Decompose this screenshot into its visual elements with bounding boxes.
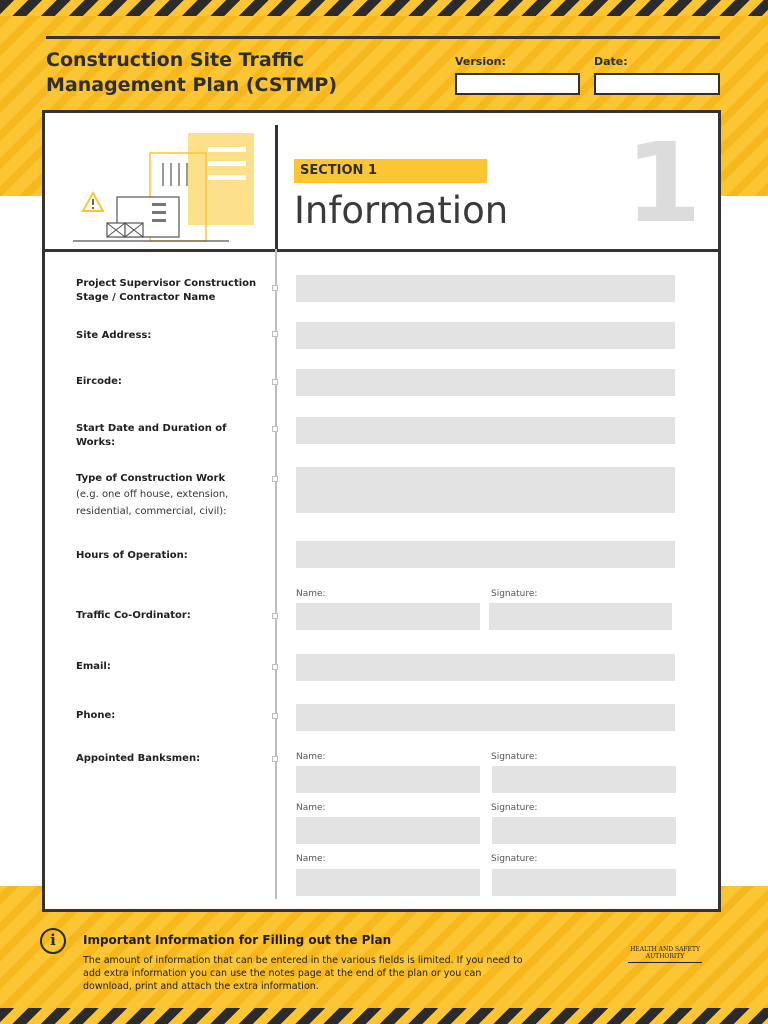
- timeline-line: [275, 249, 277, 899]
- timeline-node: [272, 756, 278, 762]
- header-divider: [275, 125, 278, 249]
- banksman-1-signature-field[interactable]: [492, 766, 676, 793]
- work-type-field[interactable]: [296, 467, 675, 513]
- traffic-name-field[interactable]: [296, 603, 480, 630]
- banksman-3-name-label: Name:: [296, 854, 326, 864]
- information-card: [42, 110, 721, 912]
- timeline-node: [272, 664, 278, 670]
- banksmen-label: Appointed Banksmen:: [76, 753, 201, 764]
- site-address-label: Site Address:: [76, 330, 152, 341]
- work-type-title: Type of Construction Work: [76, 473, 226, 484]
- timeline-node: [272, 285, 278, 291]
- logo-line-1: HEALTH AND SAFETY: [630, 946, 700, 953]
- email-label: Email:: [76, 661, 111, 672]
- section-number: 1: [625, 119, 702, 247]
- banksman-3-signature-label: Signature:: [491, 854, 538, 864]
- date-field[interactable]: [594, 73, 720, 95]
- traffic-coordinator-label: Traffic Co-Ordinator:: [76, 610, 191, 621]
- hsa-logo: [628, 946, 702, 963]
- work-type-label: [76, 472, 266, 520]
- work-type-hint: (e.g. one off house, extension, residential, commercial, civil):: [76, 489, 229, 517]
- banksman-2-name-label: Name:: [296, 803, 326, 813]
- banksman-1-signature-label: Signature:: [491, 752, 538, 762]
- hours-field[interactable]: [296, 541, 675, 568]
- start-date-field[interactable]: [296, 417, 675, 444]
- banksman-1-name-label: Name:: [296, 752, 326, 762]
- supervisor-label: Project Supervisor Construction Stage / Contractor Name: [76, 278, 257, 303]
- banksman-2-name-field[interactable]: [296, 817, 480, 844]
- version-label: Version:: [455, 55, 506, 68]
- title-line-1: Construction Site Traffic: [46, 49, 305, 71]
- section-title: Information: [294, 189, 509, 232]
- timeline-node: [272, 476, 278, 482]
- info-icon: i: [40, 928, 66, 954]
- start-date-label: Start Date and Duration of Works:: [76, 423, 227, 448]
- timeline-node: [272, 713, 278, 719]
- title-line-2: Management Plan (CSTMP): [46, 74, 338, 96]
- traffic-signature-label: Signature:: [491, 589, 538, 599]
- timeline-node: [272, 379, 278, 385]
- site-address-field[interactable]: [296, 322, 675, 349]
- traffic-signature-field[interactable]: [489, 603, 672, 630]
- phone-field[interactable]: [296, 704, 675, 731]
- email-field[interactable]: [296, 654, 675, 681]
- banksman-1-name-field[interactable]: [296, 766, 480, 793]
- supervisor-field[interactable]: [296, 275, 675, 302]
- card-header: [45, 113, 718, 252]
- hours-label: Hours of Operation:: [76, 550, 188, 561]
- timeline-node: [272, 331, 278, 337]
- timeline-node: [272, 613, 278, 619]
- timeline-node: [272, 426, 278, 432]
- site-illustration-icon: [69, 131, 259, 243]
- logo-line-2: AUTHORITY: [645, 953, 685, 960]
- document-title: [46, 48, 426, 98]
- top-rule: [46, 36, 720, 39]
- eircode-field[interactable]: [296, 369, 675, 396]
- info-body: The amount of information that can be entered in the various fields is limited. If you need to add extra information you can use the notes page at the end of the plan or you can download, print and attach the extra information.: [83, 955, 523, 992]
- traffic-name-label: Name:: [296, 589, 326, 599]
- eircode-label: Eircode:: [76, 376, 122, 387]
- version-field[interactable]: [455, 73, 580, 95]
- section-tag: SECTION 1: [294, 159, 487, 183]
- phone-label: Phone:: [76, 710, 116, 721]
- hazard-strip-top: [0, 0, 768, 16]
- banksman-3-signature-field[interactable]: [492, 869, 676, 896]
- hazard-strip-bottom: [0, 1008, 768, 1024]
- banksman-3-name-field[interactable]: [296, 869, 480, 896]
- date-label: Date:: [594, 55, 628, 68]
- info-title: Important Information for Filling out the Plan: [83, 933, 392, 947]
- banksman-2-signature-field[interactable]: [492, 817, 676, 844]
- banksman-2-signature-label: Signature:: [491, 803, 538, 813]
